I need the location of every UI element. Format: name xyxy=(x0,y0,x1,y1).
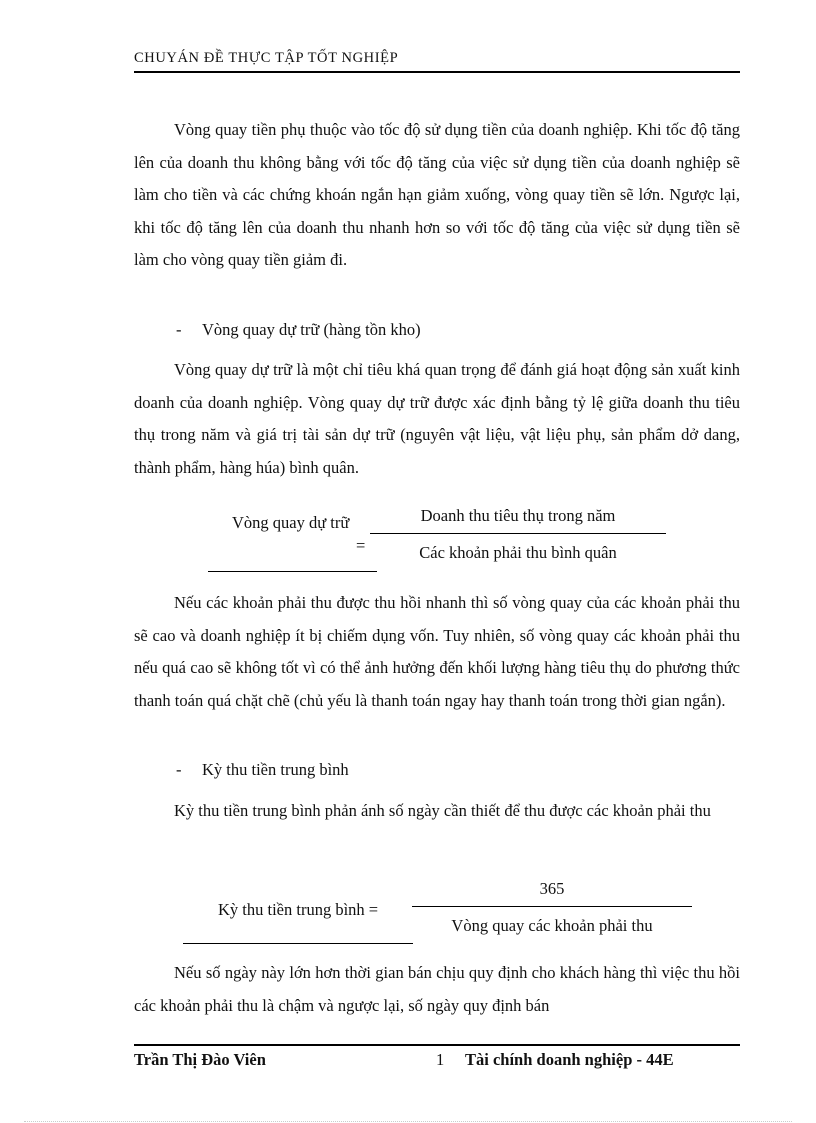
bullet-item-inventory-turnover xyxy=(176,320,421,340)
page-bottom-dotted-border xyxy=(24,1121,792,1122)
formula-1-numerator: Doanh thu tiêu thụ trong năm xyxy=(420,506,616,525)
formula-2-fraction-bar xyxy=(412,906,692,907)
bullet-text: Kỳ thu tiền trung bình xyxy=(202,760,349,779)
formula-1-label: Vòng quay dự trữ xyxy=(232,513,350,532)
formula-1-label-underline xyxy=(208,571,377,572)
paragraph-1-text: Vòng quay tiền phụ thuộc vào tốc độ sử dụng tiền của doanh nghiệp. Khi tốc độ tăng lên của doanh thu không bằng với tốc độ tăng của việc sử dụng tiền của doanh nghiệp sẽ làm cho tiền và các chứng khoán ngắn hạn giảm xuống, vòng quay tiền sẽ lớn. Ngược lại, khi tốc độ tăng lên của doanh thu nhanh hơn so với tốc độ tăng của việc sử dụng tiền sẽ làm cho vòng quay tiền giảm đi. xyxy=(134,120,740,269)
paragraph-2-text: Vòng quay dự trữ là một chỉ tiêu khá quan trọng để đánh giá hoạt động sản xuất kinh doanh của doanh nghiệp. Vòng quay dự trữ được xác định bằng tỷ lệ giữa doanh thu tiêu thụ trong năm và giá trị tài sản dự trữ (nguyên vật liệu, vật liệu phụ, sản phẩm dở dang, thành phẩm, hàng húa) bình quân. xyxy=(134,360,740,477)
paragraph-4 xyxy=(134,795,740,828)
bullet-dash: - xyxy=(176,320,182,339)
formula-2-numerator: 365 xyxy=(539,879,565,898)
formula-2-denominator: Vòng quay các khoản phải thu xyxy=(451,916,653,935)
paragraph-4-text: Kỳ thu tiền trung bình phản ánh số ngày cần thiết để thu được các khoản phải thu xyxy=(174,801,711,820)
paragraph-3 xyxy=(134,587,740,717)
formula-2-label-underline xyxy=(183,943,413,944)
bullet-dash: - xyxy=(176,760,182,779)
footer-author: Trần Thị Đào Viên xyxy=(134,1050,266,1069)
paragraph-3-text: Nếu các khoản phải thu được thu hồi nhanh thì số vòng quay của các khoản phải thu sẽ cao và doanh nghiệp ít bị chiếm dụng vốn. Tuy nhiên, số vòng quay các khoản phải thu nếu quá cao sẽ không tốt vì có thể ảnh hưởng đến khối lượng hàng tiêu thụ do phương thức thanh toán quá chặt chẽ (chủ yếu là thanh toán ngay hay thanh toán trong thời gian ngắn). xyxy=(134,593,740,710)
paragraph-2 xyxy=(134,354,740,484)
paragraph-5-text: Nếu số ngày này lớn hơn thời gian bán chịu quy định cho khách hàng thì việc thu hồi các khoản phải thu là chậm và ngược lại, số ngày quy định bán xyxy=(134,963,740,1015)
formula-1-fraction-bar xyxy=(370,533,666,534)
paragraph-5 xyxy=(134,957,740,1022)
header-rule xyxy=(134,71,740,73)
paragraph-1 xyxy=(134,114,740,277)
bullet-text: Vòng quay dự trữ (hàng tồn kho) xyxy=(202,320,421,339)
page-header-title: CHUYÁN ĐỀ THỰC TẬP TỐT NGHIỆP xyxy=(134,50,399,66)
footer-course: Tài chính doanh nghiệp - 44E xyxy=(465,1050,674,1069)
formula-2-label: Kỳ thu tiền trung bình = xyxy=(218,900,379,919)
footer-rule xyxy=(134,1044,740,1046)
bullet-item-average-collection-period xyxy=(176,760,349,780)
formula-1-equals: = xyxy=(356,536,366,555)
footer-page-number: 1 xyxy=(436,1050,445,1069)
formula-1-denominator: Các khoản phải thu bình quân xyxy=(419,543,617,562)
